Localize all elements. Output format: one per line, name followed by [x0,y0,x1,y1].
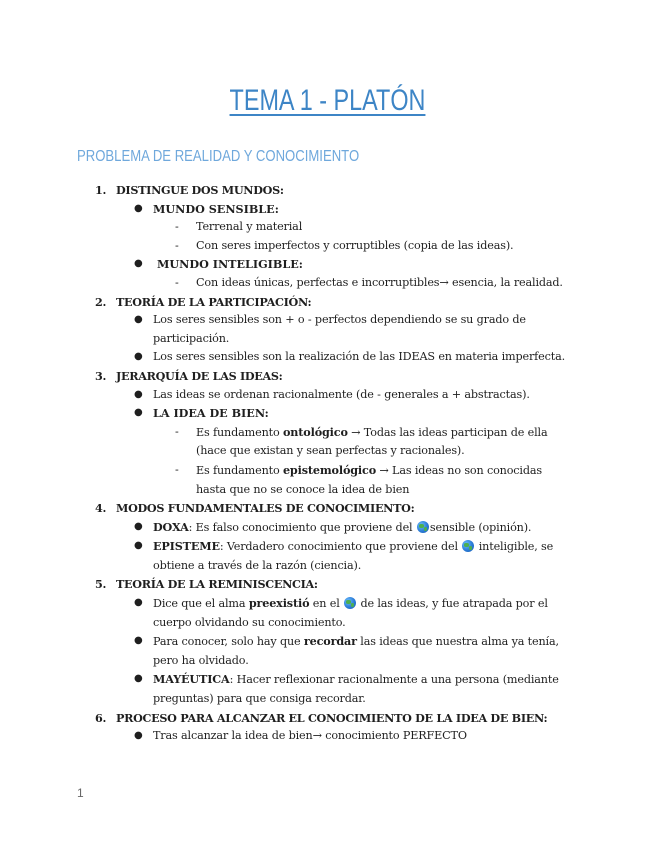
sub-item-text: → Las ideas no son conocidas hasta que no se conoce la idea de bien [196,463,542,496]
section-heading-text: PROCESO PARA ALCANZAR EL CONOCIMIENTO DE LA IDEA DE BIEN: [116,710,548,725]
section-heading-text: DISTINGUE DOS MUNDOS: [116,183,284,197]
sub-list-item [95,237,575,256]
section-heading-text: JERARQUÍA DE LAS IDEAS: [116,368,283,383]
list-item [95,518,575,538]
section-heading-1 [95,181,575,200]
list-item [95,727,575,746]
section-heading-6 [95,709,575,728]
dash-icon: - [175,220,179,234]
sub-item-text: Terrenal y material [196,220,303,234]
list-item-label: MUNDO INTELIGIBLE: [157,257,303,272]
list-item-label: MUNDO SENSIBLE: [153,201,279,216]
section-number: 6. [95,710,107,725]
emphasis-text: preexistió [248,596,310,611]
dash-icon: - [175,275,179,289]
section-subtitle: PROBLEMA DE REALIDAD Y CONOCIMIENTO [77,148,360,165]
sub-item-text: Con seres imperfectos y corruptibles (copia de las ideas). [196,238,514,252]
term-label: EPISTEME [153,539,220,554]
globe-icon [344,597,356,609]
section-number: 3. [95,368,107,383]
sub-item-text: Es fundamento [196,425,283,439]
list-item [95,594,575,632]
list-item [95,348,575,367]
sub-list-item [95,461,575,499]
list-item-label: LA IDEA DE BIEN: [153,406,269,421]
bullet-icon: ● [134,520,143,532]
page-number: 1 [77,786,84,800]
bullet-icon: ● [134,388,143,400]
section-heading-text: TEORÍA DE LA PARTICIPACIÓN: [116,294,312,309]
section-heading-3 [95,367,575,386]
bullet-icon: ● [134,202,143,214]
section-heading-4 [95,499,575,518]
list-item-text: : Es falso conocimiento que proviene del [188,520,416,534]
bullet-icon: ● [134,258,143,270]
emphasis-text: epistemológico [282,462,377,477]
list-item [95,670,575,708]
bullet-icon: ● [134,635,143,647]
list-item-text: las ideas que nuestra alma ya tenía, pero ha olvidado. [153,635,559,667]
sub-list-item [95,423,575,461]
list-item-text: Para conocer, solo hay que [153,635,304,649]
bullet-icon: ● [134,597,143,609]
term-label: DOXA [153,519,189,534]
globe-icon [462,540,474,552]
list-item-text: Dice que el alma [153,597,249,611]
list-item [95,200,575,219]
dash-icon: - [175,462,179,476]
sub-item-text: → Todas las ideas participan de ella (hace que existan y sean perfectas y racionales). [196,425,548,458]
list-item-text: inteligible, se obtiene a través de la razón (ciencia). [153,540,554,572]
section-number: 2. [95,294,107,309]
list-item-text: : Hacer reflexionar racionalmente a una persona (mediante preguntas) para que consiga recordar. [153,673,559,706]
section-heading-2 [95,293,575,312]
sub-list-item [95,218,575,237]
section-heading-text: TEORÍA DE LA REMINISCENCIA: [116,577,318,592]
bullet-icon: ● [134,730,143,742]
globe-icon [417,521,429,533]
list-item-text: de las ideas, y fue atrapada por el cuerpo olvidando su conocimiento. [153,597,548,629]
list-item-text: : Verdadero conocimiento que proviene del [219,540,462,554]
bullet-icon: ● [134,540,143,552]
document-title: TEMA 1 - PLATÓN [229,84,426,117]
sub-item-text: Es fundamento [196,463,283,477]
dash-icon: - [175,424,179,438]
sub-item-text: Con ideas únicas, perfectas e incorruptibles→ esencia, la realidad. [196,275,563,289]
list-item-text: Los seres sensibles son la realización de las IDEAS en materia imperfecta. [153,350,566,364]
emphasis-text: ontológico [282,424,348,439]
list-item-text: Las ideas se ordenan racionalmente (de - generales a + abstractas). [153,387,530,401]
list-item [95,537,575,575]
list-item-text: en el [309,597,344,611]
bullet-icon: ● [134,314,143,326]
list-item [95,386,575,405]
section-heading-text: MODOS FUNDAMENTALES DE CONOCIMIENTO: [116,501,415,516]
term-label: MAYÉUTICA [153,672,230,687]
list-item [95,311,575,348]
bullet-icon: ● [134,673,143,685]
section-number: 4. [95,501,107,516]
list-item-text: Tras alcanzar la idea de bien→ conocimiento PERFECTO [153,729,467,743]
list-item [95,404,575,423]
section-number: 1. [95,183,107,197]
section-heading-5 [95,575,575,594]
section-number: 5. [95,577,107,592]
emphasis-text: recordar [303,634,357,649]
list-item-text: sensible (opinión). [429,520,532,534]
document-body [95,181,575,746]
list-item-text: Los seres sensibles son + o - perfectos dependiendo se su grado de participación. [153,313,526,345]
list-item [95,632,575,670]
bullet-icon: ● [134,351,143,363]
sub-list-item [95,274,575,293]
dash-icon: - [175,238,179,252]
list-item [95,255,575,274]
bullet-icon: ● [134,407,143,419]
